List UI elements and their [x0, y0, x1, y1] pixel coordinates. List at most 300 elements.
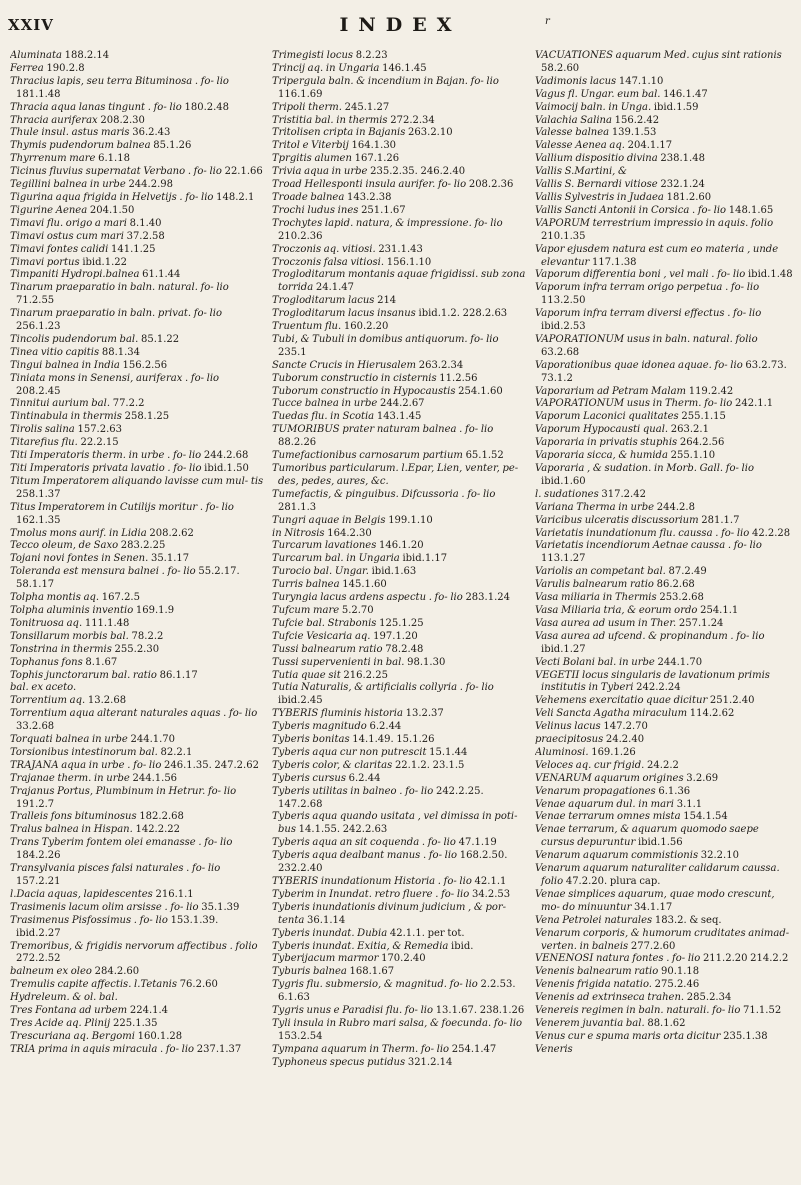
- entry-term: Troad Hellesponti insula aurifer. fo- lio: [272, 179, 467, 191]
- index-entry: [272, 515, 528, 528]
- entry-term: Vaporum infra terram origo perpetua . fo- lio: [535, 282, 760, 294]
- index-entry: [535, 670, 793, 696]
- entry-term: Trasimenis lacum olim arsisse . fo- lio: [10, 901, 199, 913]
- entry-term: Troade balnea: [272, 191, 345, 203]
- entry-term: Varulis balnearum ratio: [535, 579, 654, 591]
- index-entry: [535, 889, 793, 915]
- entry-term: Valesse Aenea aq.: [535, 140, 625, 152]
- index-entry: [10, 915, 265, 941]
- index-entry: [272, 411, 528, 424]
- index-entry: [272, 257, 528, 270]
- entry-term: Tygris unus e Paradisi flu. fo- lio: [272, 1005, 433, 1017]
- index-entry: [10, 50, 265, 63]
- entry-term: Tigurina aqua frigida in Helvetijs . fo- lio: [10, 191, 214, 203]
- index-entry: [272, 398, 528, 411]
- signature-mark: r: [545, 16, 550, 27]
- entry-term: Trasimenus Pisfossimus . fo- lio: [10, 914, 168, 926]
- index-entry: [535, 979, 793, 992]
- entry-pages: 157.2.63: [77, 424, 122, 436]
- index-entry: [10, 605, 265, 618]
- entry-term: Torrentium aqua alterant naturales aquas . fo- lio: [10, 708, 258, 720]
- page-header: [0, 12, 801, 42]
- entry-pages: 34.2.53: [471, 888, 511, 900]
- index-entry: [535, 760, 793, 773]
- index-entry: [272, 115, 528, 128]
- entry-term: Typhoneus specus putidus: [272, 1056, 406, 1068]
- index-entry: [10, 308, 265, 334]
- entry-term: Titi Imperatoris privata lavatio . fo- lio: [10, 463, 202, 474]
- index-entry: [535, 992, 793, 1005]
- entry-term: VAPORATIONUM usus in Therm. fo- lio: [535, 398, 733, 410]
- entry-pages: 15.1.44: [429, 746, 468, 758]
- index-entry: [272, 308, 528, 321]
- index-entry: [10, 657, 265, 670]
- entry-term: Tmolus mons aurif. in Lidia: [10, 527, 147, 539]
- index-entry: [272, 618, 528, 631]
- entry-pages: 32.2.10: [700, 850, 739, 862]
- entry-pages: 156.2.42: [614, 114, 660, 126]
- entry-pages: 11.2.56: [439, 372, 478, 384]
- index-entry: [272, 979, 528, 1005]
- entry-term: VAPORATIONUM usus in baln. natural. folio: [535, 333, 758, 345]
- index-entry: [535, 205, 793, 218]
- entry-term: bal. ex aceto.: [10, 682, 77, 694]
- entry-pages: 208.2.36: [468, 179, 514, 191]
- index-entry: [10, 618, 265, 631]
- index-entry: [535, 786, 793, 799]
- entry-pages: 169.1.9: [135, 604, 175, 616]
- entry-pages: 263.2.10: [408, 127, 453, 139]
- entry-term: VEGETII locus singularis de lavationum primis institutis in Tyberi: [535, 669, 770, 694]
- entry-term: Tussi balnearum ratio: [272, 643, 383, 655]
- entry-term: l.Dacia aquas, lapidescentes: [10, 888, 153, 900]
- entry-pages: 139.1.53: [611, 127, 657, 139]
- index-entry: [10, 1005, 265, 1018]
- entry-term: Tophis junctorarum bal. ratio: [10, 669, 157, 681]
- entry-pages: 88.2.26: [278, 437, 317, 449]
- entry-term: Torquati balnea in urbe: [10, 734, 128, 746]
- entry-term: Tritolisen cripta in Bajanis: [272, 127, 406, 139]
- entry-pages: 281.1.3: [278, 501, 317, 513]
- entry-pages: 275.2.46: [654, 979, 700, 991]
- index-entry: [535, 386, 793, 399]
- entry-pages: 147.1.10: [618, 75, 664, 87]
- index-entry: [10, 76, 265, 102]
- entry-term: Venarum aquarum commistionis: [535, 850, 699, 862]
- entry-term: Venarum aquarum naturaliter calidarum caussa. folio: [535, 863, 780, 887]
- entry-term: balneum ex oleo: [10, 966, 92, 978]
- entry-pages: 258.1.37: [16, 488, 61, 500]
- entry-term: Tonitruosa aq.: [10, 617, 83, 629]
- index-entry: [535, 747, 793, 760]
- entry-pages: 188.2.14: [64, 50, 110, 61]
- entry-term: Transylvania pisces falsi naturales . fo- lio: [10, 863, 221, 875]
- entry-term: Tympana aquarum in Therm. fo- lio: [272, 1043, 450, 1055]
- entry-pages: 164.2.30: [327, 527, 372, 539]
- entry-term: Timavi ostus cum mari: [10, 230, 124, 242]
- entry-term: Vallium dispositio divina: [535, 153, 658, 165]
- index-entry: [272, 269, 528, 295]
- entry-pages: ibid.1.17: [402, 553, 448, 565]
- entry-pages: 162.1.35: [16, 514, 61, 526]
- entry-pages: 34.1.17: [634, 901, 673, 913]
- entry-pages: 87.2.49: [668, 566, 707, 578]
- entry-pages: ibid.1.2. 228.2.63: [418, 308, 508, 320]
- entry-pages: 82.2.1: [160, 746, 193, 758]
- entry-term: Tungri aquae in Belgis: [272, 514, 386, 526]
- entry-pages: 86.2.68: [656, 579, 695, 591]
- index-entry: [10, 360, 265, 373]
- entry-term: TUMORIBUS prater naturam balnea . fo- lio: [272, 424, 494, 436]
- index-entry: [535, 489, 793, 502]
- index-entry: [272, 540, 528, 553]
- index-entry: [535, 102, 793, 115]
- entry-pages: 113.1.27: [541, 553, 586, 565]
- entry-term: Tegillini balnea in urbe: [10, 179, 126, 191]
- entry-term: Veneris: [535, 1043, 573, 1055]
- index-entry: [272, 153, 528, 166]
- entry-term: Tecco oleum, de Saxo: [10, 540, 119, 552]
- entry-pages: 225.1.35: [112, 1017, 158, 1029]
- entry-term: Venereis regimen in baln. naturali. fo- lio: [535, 1005, 741, 1017]
- index-entry: [272, 360, 528, 373]
- entry-term: VAPORUM terrestrium impressio in aquis. folio: [535, 217, 774, 229]
- index-entry: [535, 502, 793, 515]
- entry-term: VACUATIONES aquarum Med. cujus sint rationis: [535, 50, 782, 61]
- entry-pages: 22.1.2. 23.1.5: [394, 759, 465, 771]
- entry-pages: 237.1.37: [196, 1043, 242, 1055]
- entry-term: Tophanus fons: [10, 656, 83, 668]
- entry-pages: 224.1.4: [129, 1005, 169, 1017]
- index-entry: [535, 360, 793, 386]
- entry-pages: 119.2.42: [688, 385, 734, 397]
- index-entry: [272, 941, 528, 954]
- entry-pages: 141.1.25: [111, 243, 156, 255]
- entry-pages: 148.1.65: [728, 204, 774, 216]
- entry-term: praecipitosus: [535, 734, 604, 746]
- index-entry: [10, 502, 265, 528]
- index-entry: [10, 644, 265, 657]
- index-entry: [272, 127, 528, 140]
- entry-pages: 235.2.35. 246.2.40: [370, 166, 466, 178]
- index-entry: [535, 928, 793, 954]
- index-entry: [10, 824, 265, 837]
- index-entry: [272, 76, 528, 102]
- index-entry: [10, 966, 265, 979]
- index-entry: [10, 682, 265, 695]
- index-entry: [10, 127, 265, 140]
- entry-term: Vaporum Laconici qualitates: [535, 411, 679, 423]
- entry-pages: 321.2.14: [407, 1056, 453, 1068]
- entry-term: Vasa Miliaria tria, & eorum ordo: [535, 604, 698, 616]
- entry-term: Titarefius flu.: [10, 437, 78, 449]
- entry-pages: 22.2.15: [80, 437, 119, 449]
- entry-term: Ferrea: [10, 62, 44, 74]
- entry-pages: 251.1.67: [361, 204, 406, 216]
- index-entry: [272, 192, 528, 205]
- entry-term: Venenis ad extrinseca trahen.: [535, 992, 685, 1004]
- entry-term: Tinea vitio capitis: [10, 346, 100, 358]
- index-entry: [535, 592, 793, 605]
- index-entry: [535, 631, 793, 657]
- entry-term: Timavi portus: [10, 256, 80, 268]
- entry-term: Thracia auriferax: [10, 114, 98, 126]
- index-entry: [10, 979, 265, 992]
- entry-pages: ibid.1.60: [541, 475, 586, 487]
- entry-pages: ibid.1.63: [371, 566, 417, 578]
- entry-term: Venarum propagationes: [535, 785, 656, 797]
- entry-term: Tyberis aqua dealbant manus . fo- lio: [272, 850, 458, 862]
- entry-pages: 197.1.20: [373, 630, 418, 642]
- entry-term: Tincolis pudendorum bal.: [10, 333, 139, 345]
- index-entry: [272, 721, 528, 734]
- index-entry: [272, 1018, 528, 1044]
- entry-pages: 184.2.26: [16, 850, 61, 862]
- entry-term: Vena Petrolei naturales: [535, 914, 653, 926]
- index-entry: [10, 902, 265, 915]
- entry-pages: 90.1.18: [660, 966, 700, 978]
- index-entry: [535, 153, 793, 166]
- entry-term: Tprgitis alumen: [272, 153, 352, 165]
- entry-term: Titus Imperatorem in Cutilijs moritur . fo- lio: [10, 501, 234, 513]
- entry-term: Velinus lacus: [535, 721, 601, 733]
- entry-pages: 153.2.54: [278, 1030, 323, 1042]
- entry-pages: 210.2.36: [278, 230, 323, 242]
- entry-pages: 281.1.7: [701, 514, 740, 526]
- entry-term: Venus cur e spuma maris orta dicitur: [535, 1030, 721, 1042]
- entry-pages: 272.2.34: [390, 114, 435, 126]
- entry-pages: 244.2.98: [128, 179, 173, 191]
- entry-pages: 254.1.47: [451, 1043, 497, 1055]
- entry-term: Vapor ejusdem natura est cum eo materia , unde elevantur: [535, 243, 779, 268]
- entry-pages: 5.2.70: [341, 604, 374, 616]
- index-entry: [272, 50, 528, 63]
- entry-term: VENARUM aquarum origines: [535, 772, 684, 784]
- index-entry: [272, 734, 528, 747]
- entry-term: Tutia Naturalis, & artificialis collyria . fo- lio: [272, 682, 494, 694]
- index-entry: [10, 553, 265, 566]
- entry-term: Truentum flu.: [272, 321, 342, 333]
- entry-term: Vallis S. Bernardi vitiose: [535, 179, 658, 191]
- index-entry: [272, 747, 528, 760]
- index-entry: [272, 553, 528, 566]
- entry-pages: 255.1.15: [681, 411, 726, 423]
- entry-pages: 160.2.20: [343, 321, 389, 333]
- index-entry: [272, 218, 528, 244]
- index-column-right: [535, 50, 793, 1178]
- entry-term: Vaporaria sicca, & humida: [535, 450, 668, 462]
- index-entry: [272, 605, 528, 618]
- index-entry: [535, 166, 793, 179]
- entry-pages: 164.1.30: [351, 140, 397, 152]
- entry-term: Troczonis aq. vitiosi.: [272, 243, 376, 255]
- index-entry: [272, 631, 528, 644]
- index-entry: [272, 244, 528, 257]
- entry-pages: 181.2.60: [666, 191, 712, 203]
- entry-pages: 125.1.25: [379, 617, 424, 629]
- entry-pages: 263.2.34: [418, 359, 464, 371]
- entry-pages: 6.1.18: [98, 153, 130, 165]
- entry-pages: 168.1.67: [349, 966, 395, 978]
- entry-term: Tonsillarum morbis bal.: [10, 630, 129, 642]
- entry-term: Trimegisti locus: [272, 50, 354, 61]
- entry-term: Hydreleum. & ol. bal.: [10, 992, 118, 1004]
- entry-term: Trescuriana aq. Bergomi: [10, 1030, 135, 1042]
- entry-term: Tumefactionibus carnosarum partium: [272, 450, 463, 462]
- index-entry: [272, 1057, 528, 1070]
- entry-term: Vaporaria in privatis stuphis: [535, 437, 678, 449]
- index-entry: [272, 528, 528, 541]
- entry-term: Vaporarium ad Petram Malam: [535, 385, 687, 397]
- entry-term: Tingui balnea in India: [10, 359, 120, 371]
- entry-term: Tres Acide aq. Plinij: [10, 1017, 111, 1029]
- entry-term: Trincij aq. in Ungaria: [272, 62, 380, 74]
- entry-term: VENENOSI natura fontes . fo- lio: [535, 953, 701, 965]
- index-entry: [535, 179, 793, 192]
- entry-term: Vallis Sylvestris in Judaea: [535, 191, 664, 203]
- entry-term: Tutia quae sit: [272, 669, 341, 681]
- index-entry: [535, 218, 793, 244]
- entry-term: Varietatis incendiorum Aetnae caussa . fo- lio: [535, 540, 762, 552]
- entry-pages: 153.1.39. ibid.2.27: [16, 914, 219, 939]
- entry-pages: 78.2.2: [131, 630, 164, 642]
- entry-pages: 146.1.45: [382, 62, 427, 74]
- entry-term: Vaporum differentia boni , vel mali . fo- lio: [535, 269, 746, 281]
- entry-pages: 253.2.68: [659, 592, 704, 604]
- index-entry: [10, 992, 265, 1005]
- entry-pages: 208.2.45: [16, 385, 61, 397]
- entry-pages: 146.1.20: [379, 540, 424, 552]
- entry-term: Variolis an competant bal.: [535, 566, 666, 578]
- entry-pages: 235.1.38: [723, 1030, 768, 1042]
- entry-pages: ibid.1.48: [747, 269, 793, 281]
- entry-pages: 264.2.56: [679, 437, 725, 449]
- index-entry: [10, 411, 265, 424]
- index-entry: [10, 760, 265, 773]
- index-entry: [10, 734, 265, 747]
- entry-pages: 156.2.56: [122, 359, 168, 371]
- entry-term: Tygris flu. submersio, & magnitud. fo- lio: [272, 979, 478, 991]
- index-entry: [272, 644, 528, 657]
- entry-term: Tyberis magnitudo: [272, 721, 367, 733]
- entry-term: Tinarum praeparatio in baln. privat. fo- lio: [10, 308, 222, 320]
- entry-term: Varicibus ulceratis discussorium: [535, 514, 699, 526]
- entry-pages: 37.2.58: [126, 230, 165, 242]
- index-entry: [10, 811, 265, 824]
- entry-pages: 117.1.38: [592, 256, 637, 268]
- entry-pages: 71.1.52: [743, 1005, 782, 1017]
- entry-term: Trans Tyberim fontem olei emanasse . fo- lio: [10, 837, 233, 849]
- entry-pages: 245.1.27: [344, 101, 390, 113]
- entry-pages: 210.1.35: [541, 230, 586, 242]
- entry-term: Tyberis inundat. Dubia: [272, 927, 388, 939]
- entry-pages: 63.2.73. 73.1.2: [541, 359, 787, 384]
- entry-term: Aluminata: [10, 50, 62, 61]
- entry-pages: 36.2.43: [132, 127, 171, 139]
- entry-pages: 199.1.10: [388, 514, 433, 526]
- index-entry: [535, 424, 793, 437]
- entry-pages: 157.2.21: [16, 876, 61, 887]
- index-entry: [10, 140, 265, 153]
- entry-pages: 145.1.60: [342, 579, 387, 591]
- index-entry: [535, 824, 793, 850]
- index-entry: [10, 334, 265, 347]
- index-entry: [272, 295, 528, 308]
- entry-term: Toleranda est mensura balnei . fo- lio: [10, 566, 196, 578]
- entry-pages: 204.1.17: [627, 140, 673, 152]
- entry-pages: 148.2.1: [216, 191, 255, 203]
- entry-pages: 63.2.68: [541, 346, 580, 358]
- index-entry: [10, 269, 265, 282]
- entry-term: Turocio bal. Ungar.: [272, 566, 369, 578]
- entry-pages: 77.2.2: [112, 398, 145, 410]
- entry-pages: 244.2.67: [380, 398, 425, 410]
- index-entry: [272, 928, 528, 941]
- index-entry: [272, 140, 528, 153]
- index-entry: [10, 1031, 265, 1044]
- index-entry: [10, 941, 265, 967]
- entry-term: Thyrrenum mare: [10, 153, 96, 165]
- index-entry: [272, 463, 528, 489]
- entry-term: Venae terrarum, & aquarum quomodo saepe cursus depuruntur: [535, 824, 759, 849]
- entry-pages: 283.2.25: [120, 540, 166, 552]
- entry-term: Thracius lapis, seu terra Bituminosa . fo- lio: [10, 75, 229, 87]
- entry-pages: 8.2.23: [355, 50, 388, 61]
- entry-pages: 154.1.54: [683, 811, 728, 823]
- entry-term: Venae aquarum dul. in mari: [535, 798, 675, 810]
- entry-term: Vallis S.Martini, &: [535, 166, 627, 178]
- index-entry: [535, 50, 793, 76]
- entry-pages: 85.1.26: [153, 140, 192, 152]
- entry-term: Varietatis inundationum flu. caussa . fo- lio: [535, 527, 750, 539]
- index-entry: [10, 192, 265, 205]
- entry-term: Trajanae therm. in urbe: [10, 772, 130, 784]
- index-entry: [10, 863, 265, 889]
- entry-term: Tralleis fons bituminosus: [10, 811, 137, 823]
- entry-pages: 13.2.37: [405, 708, 444, 720]
- entry-term: Thule insul. astus maris: [10, 127, 130, 139]
- entry-term: Tyberis cursus: [272, 772, 346, 784]
- entry-term: Tyberis inundat. Exitia, & Remedia: [272, 940, 449, 952]
- entry-pages: 244.1.70: [130, 734, 176, 746]
- entry-pages: 3.2.69: [686, 772, 719, 784]
- entry-term: Variana Therma in urbe: [535, 501, 655, 513]
- entry-term: Tinarum praeparatio in baln. natural. fo- lio: [10, 282, 229, 294]
- index-entry: [10, 1044, 265, 1057]
- index-entry: [535, 1018, 793, 1031]
- entry-pages: 142.2.22: [135, 824, 180, 836]
- entry-term: Troczonis falsa vitiosi.: [272, 256, 385, 268]
- entry-pages: 111.1.48: [84, 617, 130, 629]
- index-entry: [10, 592, 265, 605]
- index-entry: [272, 889, 528, 902]
- entry-pages: 216.2.25: [343, 669, 388, 681]
- index-entry: [535, 734, 793, 747]
- index-entry: [535, 282, 793, 308]
- index-entry: [10, 773, 265, 786]
- index-entry: [535, 398, 793, 411]
- entry-pages: 277.2.60: [630, 940, 676, 952]
- entry-pages: 2.2.53. 6.1.63: [278, 979, 516, 1004]
- entry-pages: 244.1.56: [132, 772, 178, 784]
- entry-term: Tremoribus, & frigidis nervorum affectibus . folio: [10, 940, 258, 952]
- entry-term: Trogloditarum montanis aquae frigidissi. sub zona torrida: [272, 269, 526, 294]
- entry-term: Tyberis color, & claritas: [272, 759, 393, 771]
- index-entry: [535, 437, 793, 450]
- entry-term: Tyli insula in Rubro mari salsa, & foecunda. fo- lio: [272, 1017, 523, 1029]
- entry-pages: 256.1.23: [16, 321, 61, 333]
- entry-pages: 258.1.25: [124, 411, 170, 423]
